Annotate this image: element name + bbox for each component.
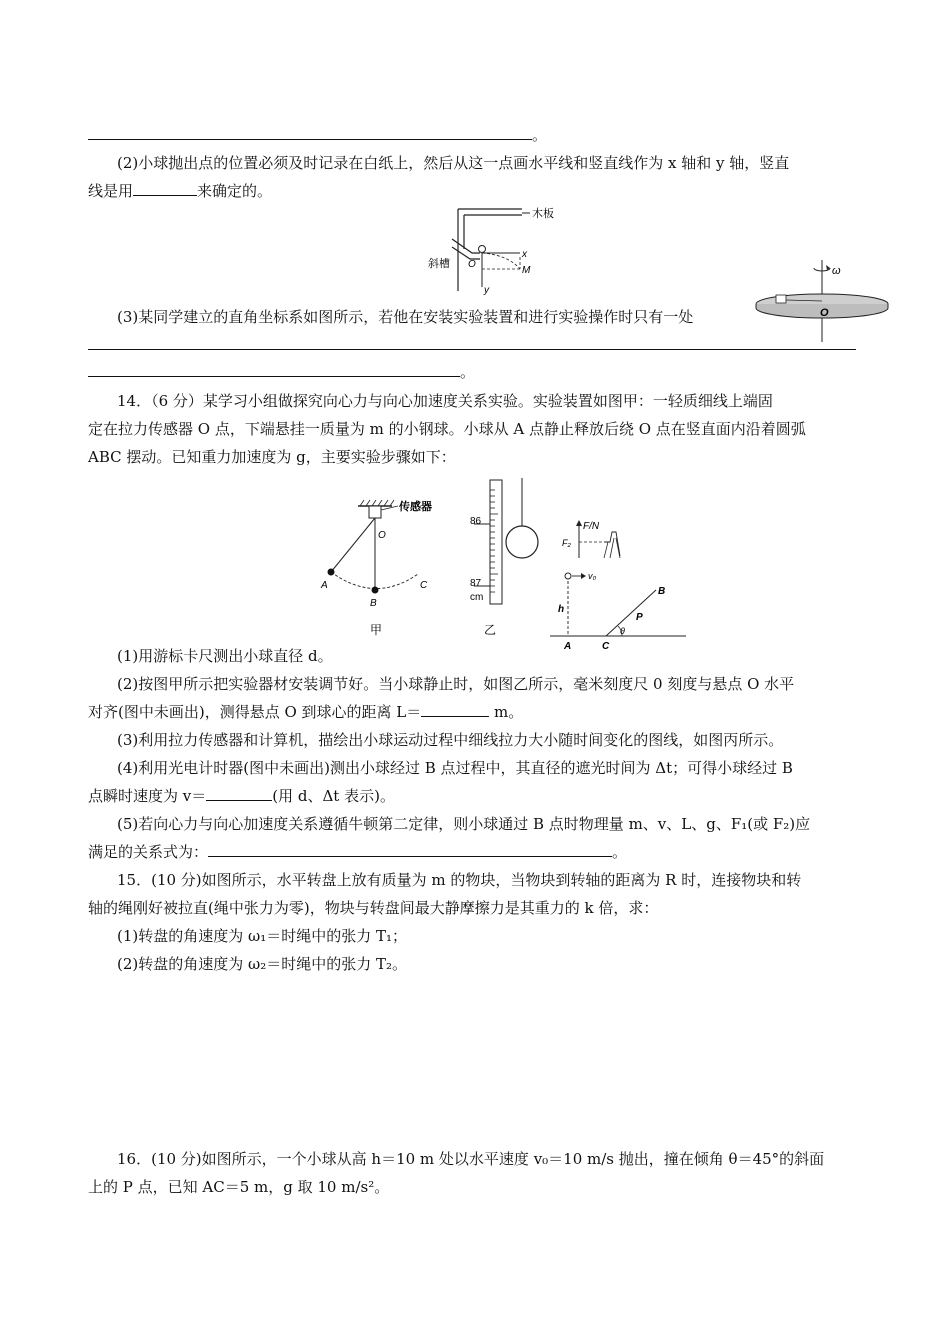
q14-step4-line2: 点瞬时速度为 v＝ (用 d、Δt 表示)。 (88, 787, 395, 805)
h-label: h (558, 604, 565, 615)
q13-part3-line1: (3)某同学建立的直角坐标系如图所示，若他在安装实验装置和进行实验操作时只有一处 (117, 308, 694, 326)
caption-yi: 乙 (484, 623, 497, 637)
sensor-label: 传感器 (399, 501, 432, 513)
v0-label: v₀ (588, 571, 597, 581)
q13-answer-blank-line (88, 124, 547, 146)
origin-label: O (468, 259, 476, 270)
caption-jia: 甲 (370, 623, 383, 637)
q14-step3: (3)利用拉力传感器和计算机，描绘出小球运动过程中细线拉力大小随时间变化的图线，如图丙所示。 (117, 731, 784, 749)
q14-line2: 定在拉力传感器 O 点，下端悬挂一质量为 m 的小钢球。小球从 A 点静止释放后绕 O 点在竖直面内沿着圆弧 (88, 420, 806, 438)
force-axis-label: F/N (583, 521, 600, 532)
q15-item2: (2)转盘的角速度为 ω₂＝时绳中的张力 T₂。 (117, 955, 408, 973)
point-c-label: C (420, 580, 428, 591)
q14-step2-line2: 对齐(图中未画出)，测得悬点 O 到球心的距离 L＝ m。 (88, 703, 524, 721)
q14-step1: (1)用游标卡尺测出小球直径 d。 (117, 647, 333, 665)
figure-jia-pendulum (312, 492, 452, 640)
point-c-label-q16: C (602, 641, 610, 652)
q15-line1: 15．(10 分)如图所示，水平转盘上放有质量为 m 的物块，当物块到转轴的距离为 R 时，连接物块和转 (117, 871, 802, 889)
mark-87: 87 (470, 578, 482, 589)
x-axis-label: x (522, 249, 527, 260)
theta-label: θ (620, 626, 625, 636)
point-m-label: M (522, 265, 531, 276)
point-a-label-q16: A (564, 641, 572, 652)
answer-blank-relation[interactable] (208, 842, 612, 857)
point-b-label-q16: B (658, 586, 666, 597)
point-p-label: P (636, 612, 643, 623)
q13-apparatus-figure (422, 203, 562, 295)
q16-line2: 上的 P 点，已知 AC＝5 m，g 取 10 m/s²。 (88, 1178, 390, 1196)
q14-step5-line1: (5)若向心力与向心加速度关系遵循牛顿第二定律，则小球通过 B 点时物理量 m、v、L、g、F₁(或 F₂)应 (117, 815, 811, 833)
point-a-label: A (321, 580, 328, 591)
figure-bing-and-q16 (546, 516, 696, 654)
answer-blank-L[interactable] (421, 702, 489, 717)
end-punct: 。 (532, 126, 548, 144)
q14-step2-line1: (2)按图甲所示把实验器材安装调节好。当小球静止时，如图乙所示，毫米刻度尺 0 刻度与悬点 O 水平 (117, 675, 795, 693)
answer-blank[interactable] (88, 335, 856, 350)
q13-part2-line2: 线是用 来确定的。 (88, 182, 273, 200)
answer-blank[interactable] (88, 362, 460, 377)
board-label: 木板 (532, 208, 554, 220)
pivot-o-label: O (378, 530, 386, 541)
point-b-label: B (370, 598, 377, 609)
q13-part3-blank-line (88, 334, 856, 356)
q13-part2-line1: (2)小球抛出点的位置必须及时记录在白纸上，然后从这一点画水平线和竖直线作为 x 轴和 y 轴，竖直 (117, 154, 790, 172)
f2-label: F₂ (562, 538, 571, 548)
mark-86: 86 (470, 516, 482, 527)
figure-yi-ruler (464, 478, 554, 640)
unit-cm: cm (470, 592, 484, 603)
answer-blank[interactable] (133, 181, 197, 196)
q14-line1: 14．（6 分）某学习小组做探究向心力与向心加速度关系实验。实验装置如图甲：一轻质细线上端固 (117, 392, 773, 410)
omega-label: ω (832, 265, 841, 277)
q13-part3-blank-line2: 。 (88, 361, 475, 383)
q15-item1: (1)转盘的角速度为 ω₁＝时绳中的张力 T₁； (117, 927, 408, 945)
answer-blank[interactable] (88, 125, 532, 140)
axis-center-label: O (820, 307, 829, 319)
q14-step4-line1: (4)利用光电计时器(图中未画出)测出小球经过 B 点过程中，其直径的遮光时间为 Δt；可得小球经过 B (117, 759, 793, 777)
q14-line3: ABC 摆动。已知重力加速度为 g，主要实验步骤如下： (88, 448, 456, 466)
turntable-figure (752, 258, 892, 344)
q16-line1: 16．(10 分)如图所示，一个小球从高 h＝10 m 处以水平速度 v₀＝10 m/s 抛出，撞在倾角 θ＝45°的斜面 (117, 1150, 825, 1168)
y-axis-label: y (484, 285, 489, 295)
slope-label: 斜槽 (428, 258, 450, 270)
q14-step5-line2: 满足的关系式为： 。 (88, 843, 628, 861)
q15-line2: 轴的绳刚好被拉直(绳中张力为零)，物块与转盘间最大静摩擦力是其重力的 k 倍，求： (88, 899, 659, 917)
answer-blank-v[interactable] (206, 786, 272, 801)
